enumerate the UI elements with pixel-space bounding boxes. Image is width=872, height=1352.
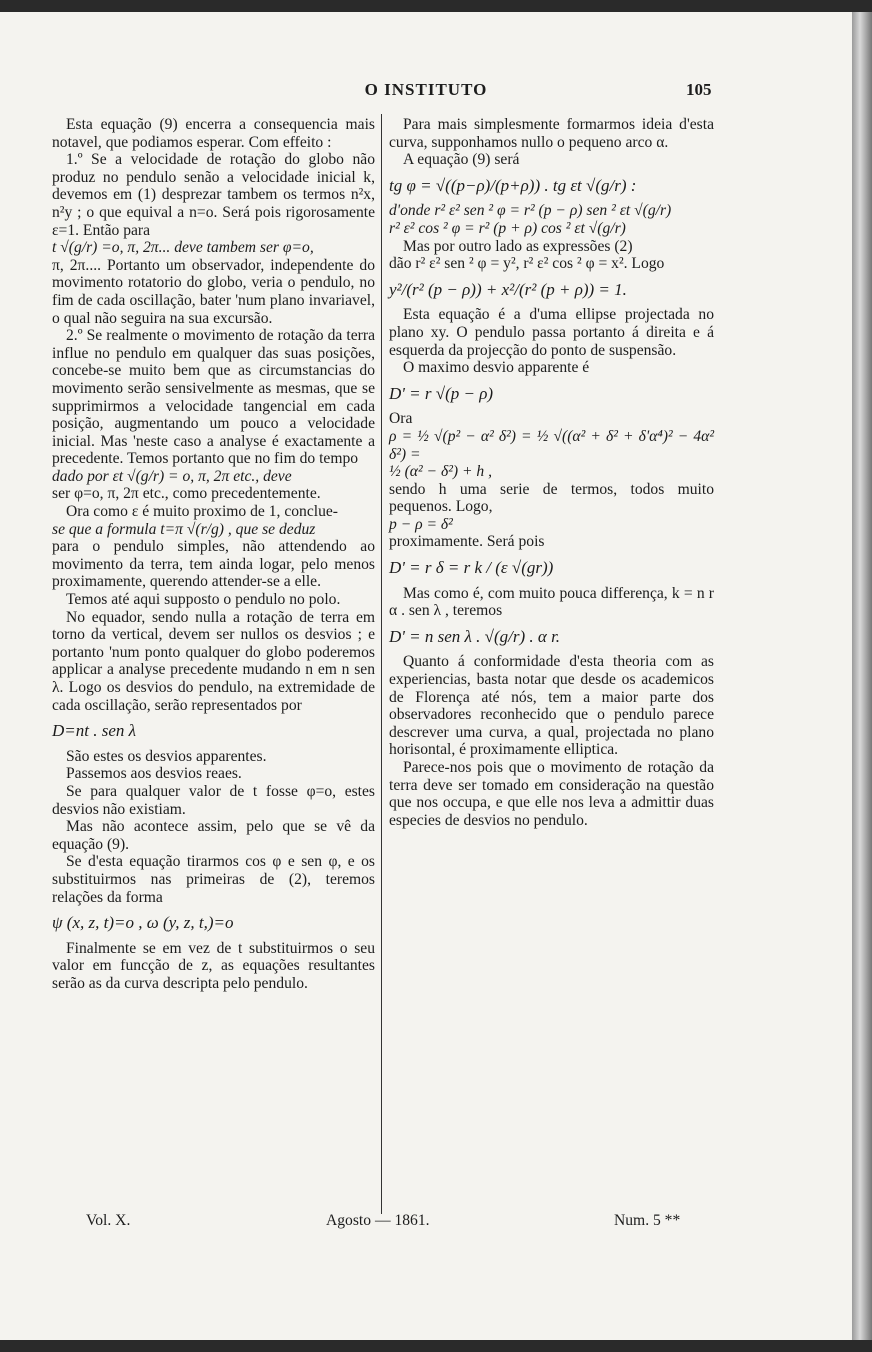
paragraph: Se para qualquer valor de t fosse φ=o, estes desvios não existiam. bbox=[52, 782, 375, 818]
paragraph: Se d'esta equação tirarmos cos φ e sen φ, e os substituirmos nas primeiras de (2), teremos relações da forma bbox=[52, 853, 375, 906]
paragraph: 1.º Se a velocidade de rotação do globo não produz no pendulo senão a velocidade inicial k, devemos em (1) desprezar tambem os termos n²x, n²y ; o que equival a n=o. Será pois rigorosamente ε=1. Então para bbox=[52, 151, 375, 239]
paragraph: Finalmente se em vez de t substituirmos o seu valor em funcção de z, as equações resultantes serão as da curva descripta pelo pendulo. bbox=[52, 939, 375, 992]
paragraph: Mas não acontece assim, pelo que se vê da equação (9). bbox=[52, 818, 375, 853]
equation: y²/(r² (p − ρ)) + x²/(r² (p + ρ)) = 1. bbox=[389, 279, 627, 299]
page-number: 105 bbox=[686, 80, 712, 99]
footer-volume: Vol. X. bbox=[86, 1212, 131, 1229]
column-rule bbox=[381, 114, 382, 1214]
paragraph: Mas como é, com muito pouca differença, k = n r α . sen λ , teremos bbox=[389, 584, 714, 620]
paragraph: ser φ=o, π, 2π etc., como precedentemente. bbox=[52, 485, 321, 503]
paragraph: para o pendulo simples, não attendendo ao movimento da terra, tem ainda logar, pelo menos proximamente, querendo attender-se a elle. bbox=[52, 538, 375, 591]
paragraph: No equador, sendo nulla a rotação de terra em torno da vertical, devem ser nullos os desvios ; e portanto 'num ponto qualquer do globo poderemos applicar a analyse precedente mudando n em n sen λ. Logo os desvios do pendulo, na extremidade de cada oscillação, serão representados por bbox=[52, 608, 375, 714]
paragraph: Para mais simplesmente formarmos ideia d'esta curva, supponhamos nullo o pequeno arco α. bbox=[389, 116, 714, 151]
equation: dado por εt √(g/r) = o, π, 2π etc., deve bbox=[52, 467, 292, 485]
paragraph: Ora bbox=[389, 410, 413, 428]
equation: D=nt . sen λ bbox=[52, 721, 136, 741]
equation: D' = n sen λ . √(g/r) . α r. bbox=[389, 626, 561, 646]
equation: d'onde r² ε² sen ² φ = r² (p − ρ) sen ² εt √(g/r) bbox=[389, 202, 672, 220]
equation: tg φ = √((p−ρ)/(p+ρ)) . tg εt √(g/r) : bbox=[389, 175, 637, 195]
equation: D' = r √(p − ρ) bbox=[389, 383, 494, 403]
paragraph: 2.º Se realmente o movimento de rotação da terra influe no pendulo em qualquer das suas posições, concebe-se muito bem que as circumstancias do movimento serão sensivelmente as mesmas, que se supprimirmos a velocidade tangencial em cada posição, augmentando um pouco a velocidade inicial. Mas 'neste caso a analyse é exactamente a precedente. Temos portanto que no fim do tempo bbox=[52, 327, 375, 468]
paragraph: Temos até aqui supposto o pendulo no polo. bbox=[66, 591, 341, 609]
paragraph: Passemos aos desvios reaes. bbox=[66, 765, 242, 783]
right-column bbox=[389, 116, 714, 829]
equation: se que a formula t=π √(r/g) , que se deduz bbox=[52, 520, 316, 538]
paragraph: O maximo desvio apparente é bbox=[403, 359, 590, 377]
paragraph: São estes os desvios apparentes. bbox=[66, 747, 267, 765]
left-column bbox=[52, 116, 375, 993]
footer-number: Num. 5 ** bbox=[614, 1212, 681, 1229]
equation: ½ (α² − δ²) + h , bbox=[389, 463, 492, 481]
paragraph: Esta equação é a d'uma ellipse projectada no plano xy. O pendulo passa portanto á direita e á esquerda da projecção do ponto de suspensão. bbox=[389, 306, 714, 359]
equation: r² ε² cos ² φ = r² (p + ρ) cos ² εt √(g/r) bbox=[389, 219, 626, 237]
equation: p − ρ = δ² bbox=[389, 515, 453, 533]
equation: ψ (x, z, t)=o , ω (y, z, t,)=o bbox=[52, 913, 234, 933]
paragraph: π, 2π.... Portanto um observador, independente do movimento rotatorio do globo, veria o pendulo, no fim de cada oscillação, bater 'num plano invariavel, o qual não seguira na sua excursão. bbox=[52, 256, 375, 327]
paragraph: proximamente. Será pois bbox=[389, 533, 545, 551]
paragraph: sendo h uma serie de termos, todos muito pequenos. Logo, bbox=[389, 480, 714, 516]
paragraph: Esta equação (9) encerra a consequencia mais notavel, que podiamos esperar. Com effeito : bbox=[52, 116, 375, 151]
equation: ρ = ½ √(p² − α² δ²) = ½ √((α² + δ² + δ'α⁴)² − 4α² δ²) = bbox=[389, 427, 714, 463]
paragraph: Parece-nos pois que o movimento de rotação da terra deve ser tomado em consideração na questão que nos occupa, e que elle nos leva a admittir duas especies de desvios no pendulo. bbox=[389, 759, 714, 829]
book-edge bbox=[852, 12, 872, 1340]
paragraph: Quanto á conformidade d'esta theoria com as experiencias, basta notar que desde os academicos de Florença até nós, tem a maior parte dos observadores reconhecido que o pendulo parece descrever uma curva, a qual, projectada no plano horisontal, é proximamente elliptica. bbox=[389, 653, 714, 759]
running-title: O INSTITUTO bbox=[364, 80, 488, 99]
paragraph: A equação (9) será bbox=[403, 151, 520, 169]
paragraph: dão r² ε² sen ² φ = y², r² ε² cos ² φ = x². Logo bbox=[389, 255, 665, 273]
footer-date: Agosto — 1861. bbox=[326, 1212, 430, 1229]
equation: t √(g/r) =o, π, 2π... deve tambem ser φ=o, bbox=[52, 239, 314, 257]
paragraph: Mas por outro lado as expressões (2) bbox=[403, 237, 633, 255]
equation: D' = r δ = r k / (ε √(gr)) bbox=[389, 558, 554, 578]
paragraph: Ora como ε é muito proximo de 1, conclue- bbox=[66, 503, 338, 521]
